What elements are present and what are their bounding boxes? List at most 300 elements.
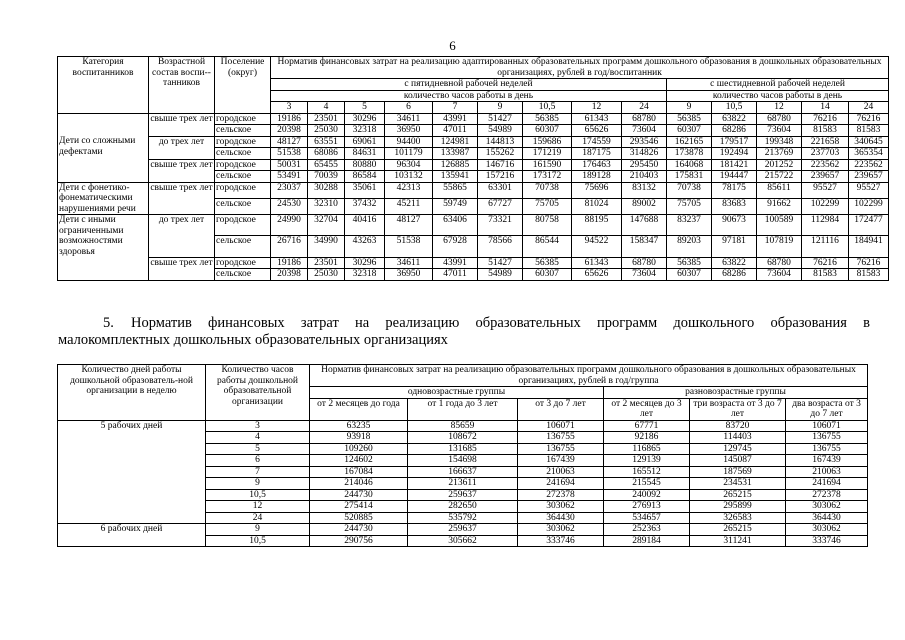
table-row	[58, 136, 889, 148]
value-cell: 63822	[712, 257, 757, 269]
value-cell: 157216	[478, 171, 523, 183]
value-cell: 161590	[523, 159, 572, 171]
value-cell: 51427	[478, 113, 523, 125]
row-settlement: городское	[215, 215, 271, 236]
value-cell: 85659	[408, 420, 518, 432]
value-cell: 68286	[712, 125, 757, 137]
value-cell: 76216	[849, 257, 889, 269]
row-settlement: сельское	[215, 198, 271, 214]
value-cell: 63822	[712, 113, 757, 125]
value-cell: 129745	[690, 443, 786, 455]
value-cell: 48127	[385, 215, 433, 236]
value-cell: 30296	[345, 113, 385, 125]
value-cell: 131685	[408, 443, 518, 455]
row-category	[58, 113, 149, 136]
value-cell: 276913	[604, 501, 690, 513]
value-cell: 53491	[271, 171, 308, 183]
value-cell: 109260	[310, 443, 408, 455]
value-cell: 365354	[849, 148, 889, 160]
value-cell: 56385	[523, 257, 572, 269]
value-cell: 25030	[308, 269, 345, 281]
hours-5-5: 9	[478, 102, 523, 114]
value-cell: 282650	[408, 501, 518, 513]
value-cell: 63235	[310, 420, 408, 432]
value-cell: 239657	[849, 171, 889, 183]
value-cell: 45211	[385, 198, 433, 214]
value-cell: 136755	[518, 432, 604, 444]
row-settlement: городское	[215, 136, 271, 148]
value-cell: 84631	[345, 148, 385, 160]
value-cell: 88195	[572, 215, 622, 236]
value-cell: 107819	[757, 236, 802, 257]
value-cell: 56385	[523, 113, 572, 125]
value-cell: 36950	[385, 125, 433, 137]
row-category	[58, 257, 149, 280]
value-cell: 32310	[308, 198, 345, 214]
value-cell: 68780	[622, 257, 667, 269]
hours-6-2: 12	[757, 102, 802, 114]
value-cell: 69061	[345, 136, 385, 148]
value-cell: 213611	[408, 478, 518, 490]
value-cell: 93918	[310, 432, 408, 444]
value-cell: 210063	[518, 466, 604, 478]
value-cell: 126885	[433, 159, 478, 171]
value-cell: 164068	[667, 159, 712, 171]
row-hours: 10,5	[206, 535, 310, 547]
value-cell: 293546	[622, 136, 667, 148]
value-cell: 89002	[622, 198, 667, 214]
row-age: до трех лет	[149, 215, 215, 258]
hours-5-4: 7	[433, 102, 478, 114]
table-row	[58, 420, 868, 432]
row-settlement: городское	[215, 257, 271, 269]
value-cell: 187569	[690, 466, 786, 478]
table-row	[58, 182, 889, 198]
value-cell: 47011	[433, 125, 478, 137]
value-cell: 333746	[518, 535, 604, 547]
value-cell: 333746	[786, 535, 868, 547]
hours-5-1: 4	[308, 102, 345, 114]
value-cell: 100589	[757, 215, 802, 236]
row-age: свыше трех лет	[149, 182, 215, 215]
row-category: Дети с фонетико-фонематическими нарушениями речи	[58, 182, 149, 215]
value-cell: 60307	[523, 125, 572, 137]
value-cell: 34611	[385, 257, 433, 269]
col-header-2: от 3 до 7 лет	[518, 398, 604, 420]
value-cell: 54989	[478, 125, 523, 137]
header-age: Возрастной состав воспи-танников	[149, 57, 215, 114]
value-cell: 174559	[572, 136, 622, 148]
row-settlement: городское	[215, 113, 271, 125]
value-cell: 56385	[667, 113, 712, 125]
hours-5-7: 12	[572, 102, 622, 114]
hours-6-4: 24	[849, 102, 889, 114]
value-cell: 24990	[271, 215, 308, 236]
col-header-0: от 2 месяцев до года	[310, 398, 408, 420]
value-cell: 95527	[802, 182, 849, 198]
row-settlement: сельское	[215, 125, 271, 137]
table-row	[58, 257, 889, 269]
value-cell: 73604	[757, 125, 802, 137]
header-five-day: с пятидневной рабочей неделей	[271, 79, 667, 91]
value-cell: 221658	[802, 136, 849, 148]
value-cell: 210063	[786, 466, 868, 478]
header-settlement: Поселение (округ)	[215, 57, 271, 114]
value-cell: 184941	[849, 236, 889, 257]
value-cell: 295450	[622, 159, 667, 171]
value-cell: 102299	[802, 198, 849, 214]
header-norm-title: Норматив финансовых затрат на реализацию адаптированных образовательных программ дошкольного образования в дошкольных образовательных организациях, рублей в год/воспитанник	[271, 57, 889, 79]
value-cell: 311241	[690, 535, 786, 547]
value-cell: 75705	[667, 198, 712, 214]
value-cell: 244730	[310, 489, 408, 501]
value-cell: 68086	[308, 148, 345, 160]
hours-5-0: 3	[271, 102, 308, 114]
value-cell: 305662	[408, 535, 518, 547]
row-age: свыше трех лет	[149, 113, 215, 136]
value-cell: 80880	[345, 159, 385, 171]
row-settlement: сельское	[215, 148, 271, 160]
value-cell: 223562	[802, 159, 849, 171]
row-hours: 12	[206, 501, 310, 513]
value-cell: 241694	[518, 478, 604, 490]
hours-6-0: 9	[667, 102, 712, 114]
value-cell: 146716	[478, 159, 523, 171]
value-cell: 70039	[308, 171, 345, 183]
value-cell: 30296	[345, 257, 385, 269]
row-hours: 10,5	[206, 489, 310, 501]
header-same-age: одновозрастные группы	[310, 387, 604, 399]
value-cell: 237703	[802, 148, 849, 160]
value-cell: 40416	[345, 215, 385, 236]
value-cell: 144813	[478, 136, 523, 148]
value-cell: 20398	[271, 269, 308, 281]
value-cell: 259637	[408, 524, 518, 536]
hours-6-1: 10,5	[712, 102, 757, 114]
value-cell: 81024	[572, 198, 622, 214]
value-cell: 173172	[523, 171, 572, 183]
value-cell: 172477	[849, 215, 889, 236]
value-cell: 23501	[308, 113, 345, 125]
value-cell: 112984	[802, 215, 849, 236]
value-cell: 35061	[345, 182, 385, 198]
row-age: свыше трех лет	[149, 257, 215, 280]
value-cell: 165512	[604, 466, 690, 478]
value-cell: 54989	[478, 269, 523, 281]
value-cell: 290756	[310, 535, 408, 547]
col-header-3: от 2 месяцев до 3 лет	[604, 398, 690, 420]
value-cell: 51538	[271, 148, 308, 160]
section-5-heading	[58, 315, 870, 349]
normatives-table-adapted	[57, 56, 889, 281]
value-cell: 70738	[667, 182, 712, 198]
row-days: 6 рабочих дней	[58, 524, 206, 547]
value-cell: 83132	[622, 182, 667, 198]
row-hours: 9	[206, 478, 310, 490]
value-cell: 136755	[786, 443, 868, 455]
value-cell: 364430	[786, 512, 868, 524]
value-cell: 89203	[667, 236, 712, 257]
value-cell: 259637	[408, 489, 518, 501]
value-cell: 63551	[308, 136, 345, 148]
value-cell: 192494	[712, 148, 757, 160]
row-hours: 24	[206, 512, 310, 524]
value-cell: 97181	[712, 236, 757, 257]
row-hours: 6	[206, 455, 310, 467]
value-cell: 67928	[433, 236, 478, 257]
row-hours: 4	[206, 432, 310, 444]
value-cell: 91662	[757, 198, 802, 214]
value-cell: 25030	[308, 125, 345, 137]
value-cell: 340645	[849, 136, 889, 148]
value-cell: 26716	[271, 236, 308, 257]
value-cell: 68780	[757, 257, 802, 269]
header-norm-title-2: Норматив финансовых затрат на реализацию образовательных программ дошкольного образования в дошкольных образовательных организациях, рублей в год/группа	[310, 365, 868, 387]
value-cell: 32318	[345, 125, 385, 137]
value-cell: 78566	[478, 236, 523, 257]
header-six-day: с шестидневной рабочей неделей	[667, 79, 889, 91]
table-row	[58, 159, 889, 171]
value-cell: 167439	[786, 455, 868, 467]
value-cell: 129139	[604, 455, 690, 467]
value-cell: 239657	[802, 171, 849, 183]
value-cell: 234531	[690, 478, 786, 490]
value-cell: 106071	[518, 420, 604, 432]
value-cell: 51427	[478, 257, 523, 269]
value-cell: 67727	[478, 198, 523, 214]
value-cell: 108672	[408, 432, 518, 444]
value-cell: 167439	[518, 455, 604, 467]
value-cell: 73321	[478, 215, 523, 236]
value-cell: 272378	[518, 489, 604, 501]
value-cell: 65626	[572, 269, 622, 281]
value-cell: 30288	[308, 182, 345, 198]
col-header-5: два возраста от 3 до 7 лет	[786, 398, 868, 420]
section-number: 5.	[103, 315, 114, 331]
table-row	[58, 113, 889, 125]
value-cell: 96304	[385, 159, 433, 171]
value-cell: 56385	[667, 257, 712, 269]
value-cell: 24530	[271, 198, 308, 214]
value-cell: 241694	[786, 478, 868, 490]
value-cell: 70738	[523, 182, 572, 198]
value-cell: 83683	[712, 198, 757, 214]
value-cell: 60307	[667, 269, 712, 281]
value-cell: 81583	[802, 269, 849, 281]
value-cell: 173878	[667, 148, 712, 160]
row-hours: 5	[206, 443, 310, 455]
value-cell: 73604	[757, 269, 802, 281]
value-cell: 32318	[345, 269, 385, 281]
hours-5-6: 10,5	[523, 102, 572, 114]
value-cell: 34990	[308, 236, 345, 257]
value-cell: 176463	[572, 159, 622, 171]
value-cell: 252363	[604, 524, 690, 536]
value-cell: 60307	[523, 269, 572, 281]
value-cell: 50031	[271, 159, 308, 171]
value-cell: 76216	[849, 113, 889, 125]
value-cell: 116865	[604, 443, 690, 455]
value-cell: 136755	[786, 432, 868, 444]
page-number: 6	[449, 38, 456, 53]
value-cell: 73604	[622, 125, 667, 137]
row-settlement: сельское	[215, 269, 271, 281]
value-cell: 94400	[385, 136, 433, 148]
value-cell: 23037	[271, 182, 308, 198]
value-cell: 314826	[622, 148, 667, 160]
value-cell: 43991	[433, 257, 478, 269]
value-cell: 32704	[308, 215, 345, 236]
value-cell: 61343	[572, 257, 622, 269]
row-settlement: сельское	[215, 171, 271, 183]
value-cell: 103132	[385, 171, 433, 183]
value-cell: 155262	[478, 148, 523, 160]
value-cell: 303062	[786, 501, 868, 513]
value-cell: 85611	[757, 182, 802, 198]
row-days: 5 рабочих дней	[58, 420, 206, 524]
value-cell: 59749	[433, 198, 478, 214]
value-cell: 162165	[667, 136, 712, 148]
value-cell: 63406	[433, 215, 478, 236]
value-cell: 520885	[310, 512, 408, 524]
value-cell: 210403	[622, 171, 667, 183]
value-cell: 20398	[271, 125, 308, 137]
value-cell: 303062	[518, 501, 604, 513]
row-settlement: сельское	[215, 236, 271, 257]
table-row	[58, 215, 889, 236]
row-category	[58, 159, 149, 182]
value-cell: 194447	[712, 171, 757, 183]
hours-5-3: 6	[385, 102, 433, 114]
value-cell: 154698	[408, 455, 518, 467]
value-cell: 75705	[523, 198, 572, 214]
value-cell: 124981	[433, 136, 478, 148]
header-hours: Количество часов работы дошкольной образовательной организации	[206, 365, 310, 421]
value-cell: 47011	[433, 269, 478, 281]
col-header-4: три возраста от 3 до 7 лет	[690, 398, 786, 420]
value-cell: 76216	[802, 257, 849, 269]
header-hours-label-5: количество часов работы в день	[271, 90, 667, 102]
value-cell: 179517	[712, 136, 757, 148]
value-cell: 303062	[518, 524, 604, 536]
value-cell: 86544	[523, 236, 572, 257]
value-cell: 90673	[712, 215, 757, 236]
value-cell: 295899	[690, 501, 786, 513]
value-cell: 43263	[345, 236, 385, 257]
hours-6-3: 14	[802, 102, 849, 114]
value-cell: 175831	[667, 171, 712, 183]
row-settlement: городское	[215, 182, 271, 198]
value-cell: 136755	[518, 443, 604, 455]
value-cell: 65626	[572, 125, 622, 137]
value-cell: 80758	[523, 215, 572, 236]
table-row	[58, 524, 868, 536]
hours-5-8: 24	[622, 102, 667, 114]
section-title: Норматив финансовых затрат на реализацию образовательных программ дошкольного образования в малокомплектных дошкольных образовательных организациях	[58, 315, 870, 348]
row-age: свыше трех лет	[149, 159, 215, 182]
value-cell: 75696	[572, 182, 622, 198]
value-cell: 135941	[433, 171, 478, 183]
value-cell: 101179	[385, 148, 433, 160]
value-cell: 189128	[572, 171, 622, 183]
value-cell: 265215	[690, 524, 786, 536]
value-cell: 215545	[604, 478, 690, 490]
row-hours: 9	[206, 524, 310, 536]
value-cell: 86584	[345, 171, 385, 183]
value-cell: 61343	[572, 113, 622, 125]
row-settlement: городское	[215, 159, 271, 171]
row-hours: 3	[206, 420, 310, 432]
value-cell: 114403	[690, 432, 786, 444]
header-category: Категория воспитанников	[58, 57, 149, 114]
value-cell: 23501	[308, 257, 345, 269]
header-mixed-age: разновозрастные группы	[604, 387, 868, 399]
header-hours-label-6: количество часов работы в день	[667, 90, 889, 102]
value-cell: 534657	[604, 512, 690, 524]
value-cell: 158347	[622, 236, 667, 257]
value-cell: 51538	[385, 236, 433, 257]
value-cell: 83720	[690, 420, 786, 432]
value-cell: 223562	[849, 159, 889, 171]
value-cell: 133987	[433, 148, 478, 160]
value-cell: 187175	[572, 148, 622, 160]
value-cell: 215722	[757, 171, 802, 183]
header-days: Количество дней работы дошкольной образователь-ной организации в неделю	[58, 365, 206, 421]
value-cell: 124602	[310, 455, 408, 467]
row-category: Дети со сложными дефектами	[58, 136, 149, 159]
value-cell: 81583	[849, 269, 889, 281]
value-cell: 214046	[310, 478, 408, 490]
value-cell: 94522	[572, 236, 622, 257]
value-cell: 37432	[345, 198, 385, 214]
value-cell: 201252	[757, 159, 802, 171]
value-cell: 95527	[849, 182, 889, 198]
value-cell: 68286	[712, 269, 757, 281]
value-cell: 213769	[757, 148, 802, 160]
value-cell: 159686	[523, 136, 572, 148]
value-cell: 67771	[604, 420, 690, 432]
value-cell: 535792	[408, 512, 518, 524]
value-cell: 275414	[310, 501, 408, 513]
value-cell: 92186	[604, 432, 690, 444]
value-cell: 48127	[271, 136, 308, 148]
row-age: до трех лет	[149, 136, 215, 159]
value-cell: 60307	[667, 125, 712, 137]
value-cell: 36950	[385, 269, 433, 281]
row-hours: 7	[206, 466, 310, 478]
value-cell: 364430	[518, 512, 604, 524]
value-cell: 68780	[757, 113, 802, 125]
value-cell: 81583	[849, 125, 889, 137]
value-cell: 73604	[622, 269, 667, 281]
value-cell: 326583	[690, 512, 786, 524]
value-cell: 55865	[433, 182, 478, 198]
value-cell: 181421	[712, 159, 757, 171]
value-cell: 42313	[385, 182, 433, 198]
value-cell: 303062	[786, 524, 868, 536]
value-cell: 68780	[622, 113, 667, 125]
value-cell: 19186	[271, 257, 308, 269]
value-cell: 102299	[849, 198, 889, 214]
value-cell: 34611	[385, 113, 433, 125]
value-cell: 272378	[786, 489, 868, 501]
row-category: Дети с иными ограниченными возможностями здоровья	[58, 215, 149, 258]
col-header-1: от 1 года до 3 лет	[408, 398, 518, 420]
hours-5-2: 5	[345, 102, 385, 114]
value-cell: 147688	[622, 215, 667, 236]
value-cell: 289184	[604, 535, 690, 547]
value-cell: 106071	[786, 420, 868, 432]
